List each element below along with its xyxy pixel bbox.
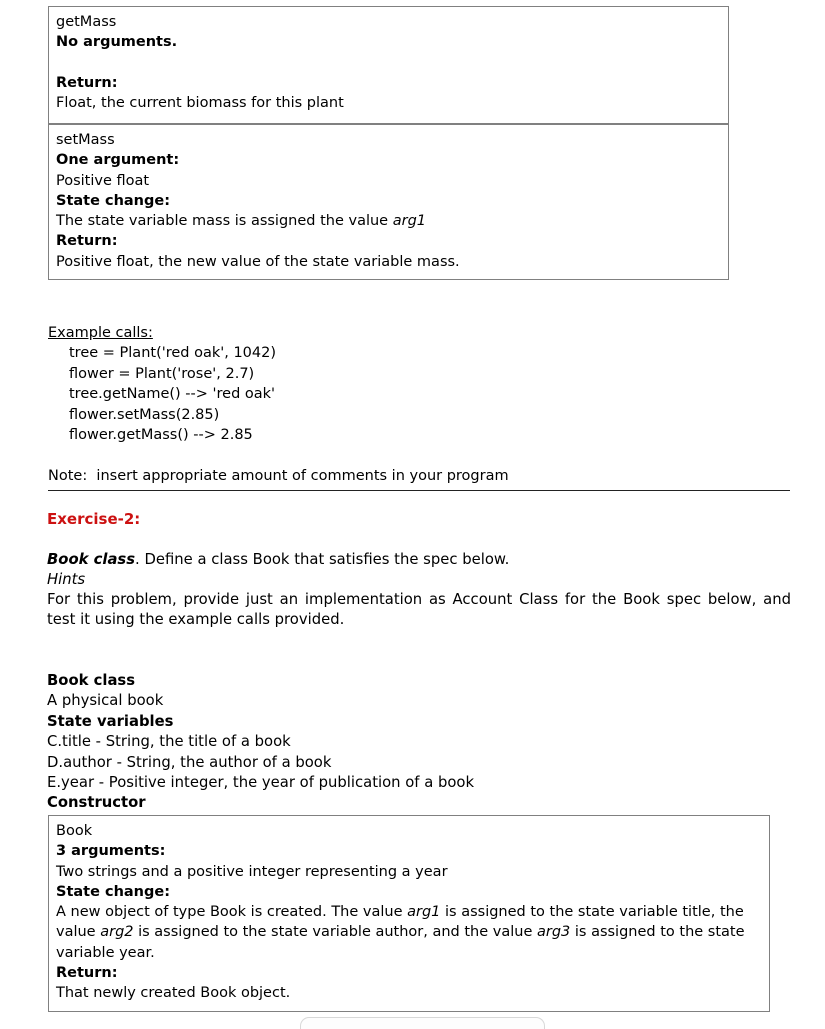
example-call-line: flower.getMass() --> 2.85 <box>69 427 253 444</box>
spec-line-arguments-label: 3 arguments: <box>56 843 166 860</box>
constructor-label: Constructor <box>47 794 146 811</box>
spec-line-state-change-label: State change: <box>56 883 171 900</box>
spec-line-arguments: No arguments. <box>56 34 178 51</box>
example-call-line: flower.setMass(2.85) <box>69 406 220 423</box>
spec-line-return-label: Return: <box>56 74 118 91</box>
exercise-2-title: Exercise-2: <box>47 510 141 528</box>
book-class-heading: Book class <box>47 672 136 689</box>
book-class-lead-rest: . Define a class Book that satisfies the spec below. <box>135 551 510 568</box>
book-class-italic-label: Book class <box>47 551 136 568</box>
spec-line-arguments-label: One argument: <box>56 152 180 169</box>
example-calls-block <box>48 323 276 445</box>
state-variable-title: C.title - String, the title of a book <box>47 733 291 750</box>
example-call-line: tree.getName() --> 'red oak' <box>69 386 276 403</box>
spec-line-method-name: getMass <box>56 14 117 30</box>
exercise-lead-line <box>47 550 792 570</box>
state-variable-author: D.author - String, the author of a book <box>47 754 332 771</box>
spec-line-return-desc: Float, the current biomass for this plant <box>56 95 344 112</box>
hints-body: For this problem, provide just an implementation as Account Class for the Book spec below, and test it using the example calls provided. <box>47 591 791 629</box>
spec-line-state-change-desc <box>56 211 722 231</box>
spec-line-constructor-name: Book <box>56 823 93 839</box>
hints-label: Hints <box>47 571 86 588</box>
spec-box-getmass <box>48 6 729 124</box>
example-calls-heading: Example calls: <box>48 325 153 341</box>
spec-line-return-label: Return: <box>56 233 118 250</box>
spec-line-return-desc: Positive float, the new value of the state variable mass. <box>56 253 460 270</box>
state-change-mid1: is assigned to the state variable title, the value <box>56 904 744 941</box>
arg3-italic: arg3 <box>536 924 571 941</box>
spec-line-arguments-desc: Positive float <box>56 172 150 189</box>
arg1-italic: arg1 <box>407 904 441 921</box>
state-variables-label: State variables <box>47 713 174 730</box>
state-change-pre: A new object of type Book is created. The value <box>56 904 408 921</box>
spec-line-spacer <box>56 53 722 73</box>
note-text: Note: insert appropriate amount of comments in your program <box>48 468 509 484</box>
example-call-line: flower = Plant('rose', 2.7) <box>69 365 255 382</box>
spec-box-book-constructor <box>48 815 770 1012</box>
book-class-description: A physical book <box>47 692 164 709</box>
state-variable-year: E.year - Positive integer, the year of publication of a book <box>47 774 475 791</box>
arg2-italic: arg2 <box>100 924 134 941</box>
example-call-line: tree = Plant('red oak', 1042) <box>69 345 277 362</box>
spec-line-state-change-label: State change: <box>56 192 171 209</box>
spec-line-return-label: Return: <box>56 965 118 982</box>
state-change-mid2: is assigned to the state variable author, and the value <box>133 924 537 941</box>
arg1-italic: arg1 <box>392 213 426 230</box>
state-change-text: The state variable mass is assigned the value <box>56 213 393 230</box>
spec-paragraph-state-change <box>56 902 763 963</box>
spec-line-return-desc: That newly created Book object. <box>56 985 291 1002</box>
bottom-overlay-panel[interactable] <box>300 1017 545 1029</box>
spec-line-arguments-desc: Two strings and a positive integer representing a year <box>56 863 448 880</box>
horizontal-divider <box>48 490 790 491</box>
spec-box-setmass <box>48 124 729 280</box>
state-change-post: is assigned to the state variable year. <box>56 924 745 961</box>
spec-line-method-name: setMass <box>56 132 115 148</box>
